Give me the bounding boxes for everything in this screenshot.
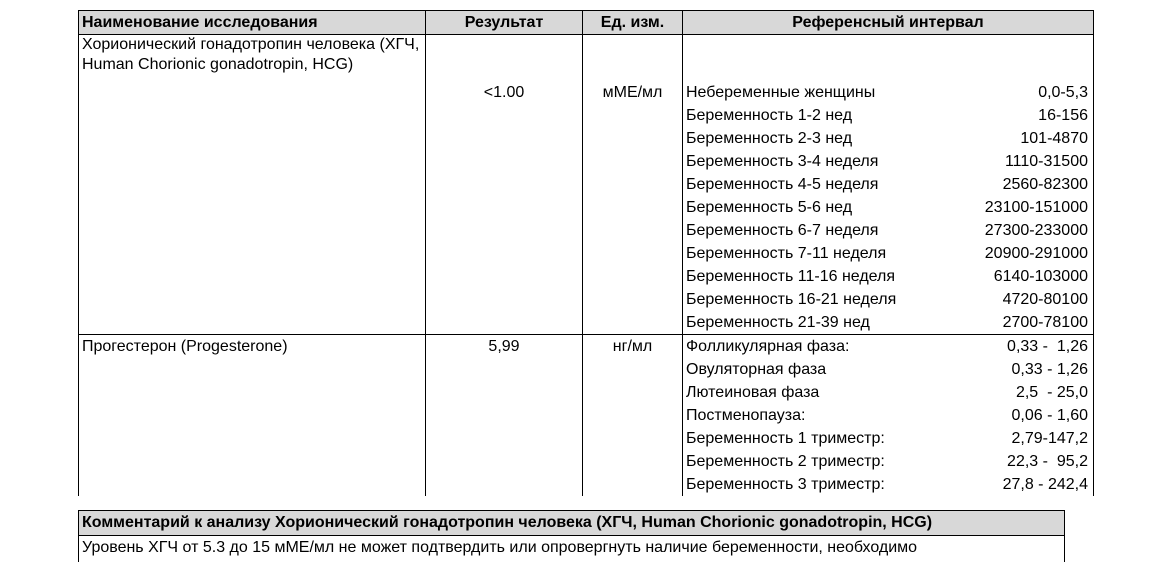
comment-box — [78, 510, 1065, 562]
reference-item — [686, 288, 1090, 311]
reference-item — [686, 150, 1090, 173]
reference-label: Беременность 7-11 неделя — [686, 245, 887, 262]
reference-item — [686, 311, 1090, 334]
reference-item — [686, 404, 1090, 427]
table-row — [79, 35, 1094, 335]
reference-item — [686, 219, 1090, 242]
reference-item — [686, 196, 1090, 219]
reference-label: Беременность 2-3 нед — [686, 130, 853, 147]
test-name-cell — [79, 335, 426, 497]
reference-item — [686, 81, 1090, 104]
reference-value: 0,0-5,3 — [1038, 84, 1088, 101]
reference-value: 0,06 - 1,60 — [1011, 407, 1088, 424]
reference-label: Беременность 1-2 нед — [686, 107, 853, 124]
reference-value: 23100-151000 — [984, 199, 1088, 216]
table-header-row — [79, 11, 1094, 35]
reference-label: Беременность 1 триместр: — [686, 430, 885, 447]
reference-label: Фолликулярная фаза: — [686, 338, 850, 355]
reference-item — [686, 173, 1090, 196]
reference-value: 2,79-147,2 — [1011, 430, 1088, 447]
test-name: Хорионический гонадотропин человека (ХГЧ, Human Chorionic gonadotropin, HCG) — [82, 36, 420, 73]
reference-item — [686, 242, 1090, 265]
reference-label: Беременность 2 триместр: — [686, 453, 885, 470]
reference-value: 1110-31500 — [1004, 153, 1088, 170]
reference-label: Беременность 11-16 неделя — [686, 268, 896, 285]
reference-label: Беременность 4-5 неделя — [686, 176, 879, 193]
reference-item — [686, 473, 1090, 496]
comment-text: Уровень ХГЧ от 5.3 до 15 мМЕ/мл не может подтвердить или опровергнуть наличие беременности, необходимо — [82, 539, 918, 556]
reference-item — [686, 358, 1090, 381]
reference-value: 2,5 - 25,0 — [1015, 384, 1088, 401]
reference-label: Беременность 3 триместр: — [686, 476, 885, 493]
reference-item — [686, 127, 1090, 150]
header-test-name: Наименование исследования — [79, 11, 426, 35]
reference-item — [686, 104, 1090, 127]
reference-label: Беременность 21-39 нед — [686, 314, 870, 331]
result-value: <1.00 — [483, 84, 525, 101]
result-value: 5,99 — [488, 338, 520, 355]
reference-item — [686, 58, 1090, 81]
reference-value: 2700-78100 — [1002, 314, 1088, 331]
test-name-cell — [79, 35, 426, 335]
reference-label: Беременность 3-4 неделя — [686, 153, 879, 170]
reference-value: 27,8 - 242,4 — [1002, 476, 1088, 493]
results-table — [78, 10, 1094, 496]
reference-cell — [683, 35, 1094, 335]
header-result: Результат — [426, 11, 583, 35]
comment-title: Комментарий к анализу Хорионический гонадотропин человека (ХГЧ, Human Chorionic gonadotropin, HCG) — [79, 511, 1064, 536]
reference-value: 4720-80100 — [1002, 291, 1088, 308]
test-name: Прогестерон (Progesterone) — [82, 338, 288, 355]
reference-label: Беременность 16-21 неделя — [686, 291, 897, 308]
header-reference: Референсный интервал — [683, 11, 1094, 35]
reference-list — [686, 35, 1090, 334]
table-row — [79, 335, 1094, 497]
reference-value: 101-4870 — [1020, 130, 1088, 147]
reference-item — [686, 381, 1090, 404]
reference-label: Небеременные женщины — [686, 84, 876, 101]
unit-value: нг/мл — [612, 338, 653, 355]
reference-value: 6140-103000 — [993, 268, 1088, 285]
reference-value: 0,33 - 1,26 — [1007, 338, 1088, 355]
reference-label: Беременность 5-6 нед — [686, 199, 853, 216]
reference-cell — [683, 335, 1094, 497]
reference-item — [686, 450, 1090, 473]
reference-label: Овуляторная фаза — [686, 361, 827, 378]
reference-item — [686, 335, 1090, 358]
reference-value: 27300-233000 — [984, 222, 1088, 239]
result-cell — [426, 35, 583, 335]
reference-value: 2560-82300 — [1002, 176, 1088, 193]
reference-label: Постменопауза: — [686, 407, 806, 424]
reference-item — [686, 427, 1090, 450]
reference-value: 16-156 — [1038, 107, 1088, 124]
reference-value: 22,3 - 95,2 — [1007, 453, 1088, 470]
unit-cell — [583, 335, 683, 497]
unit-value: мМЕ/мл — [602, 84, 663, 101]
header-unit: Ед. изм. — [583, 11, 683, 35]
reference-item — [686, 35, 1090, 58]
result-cell — [426, 335, 583, 497]
reference-label: Беременность 6-7 неделя — [686, 222, 879, 239]
unit-cell — [583, 35, 683, 335]
reference-label: Лютеиновая фаза — [686, 384, 820, 401]
reference-value: 20900-291000 — [984, 245, 1088, 262]
reference-list — [686, 335, 1090, 496]
reference-value: 0,33 - 1,26 — [1011, 361, 1088, 378]
reference-item — [686, 265, 1090, 288]
